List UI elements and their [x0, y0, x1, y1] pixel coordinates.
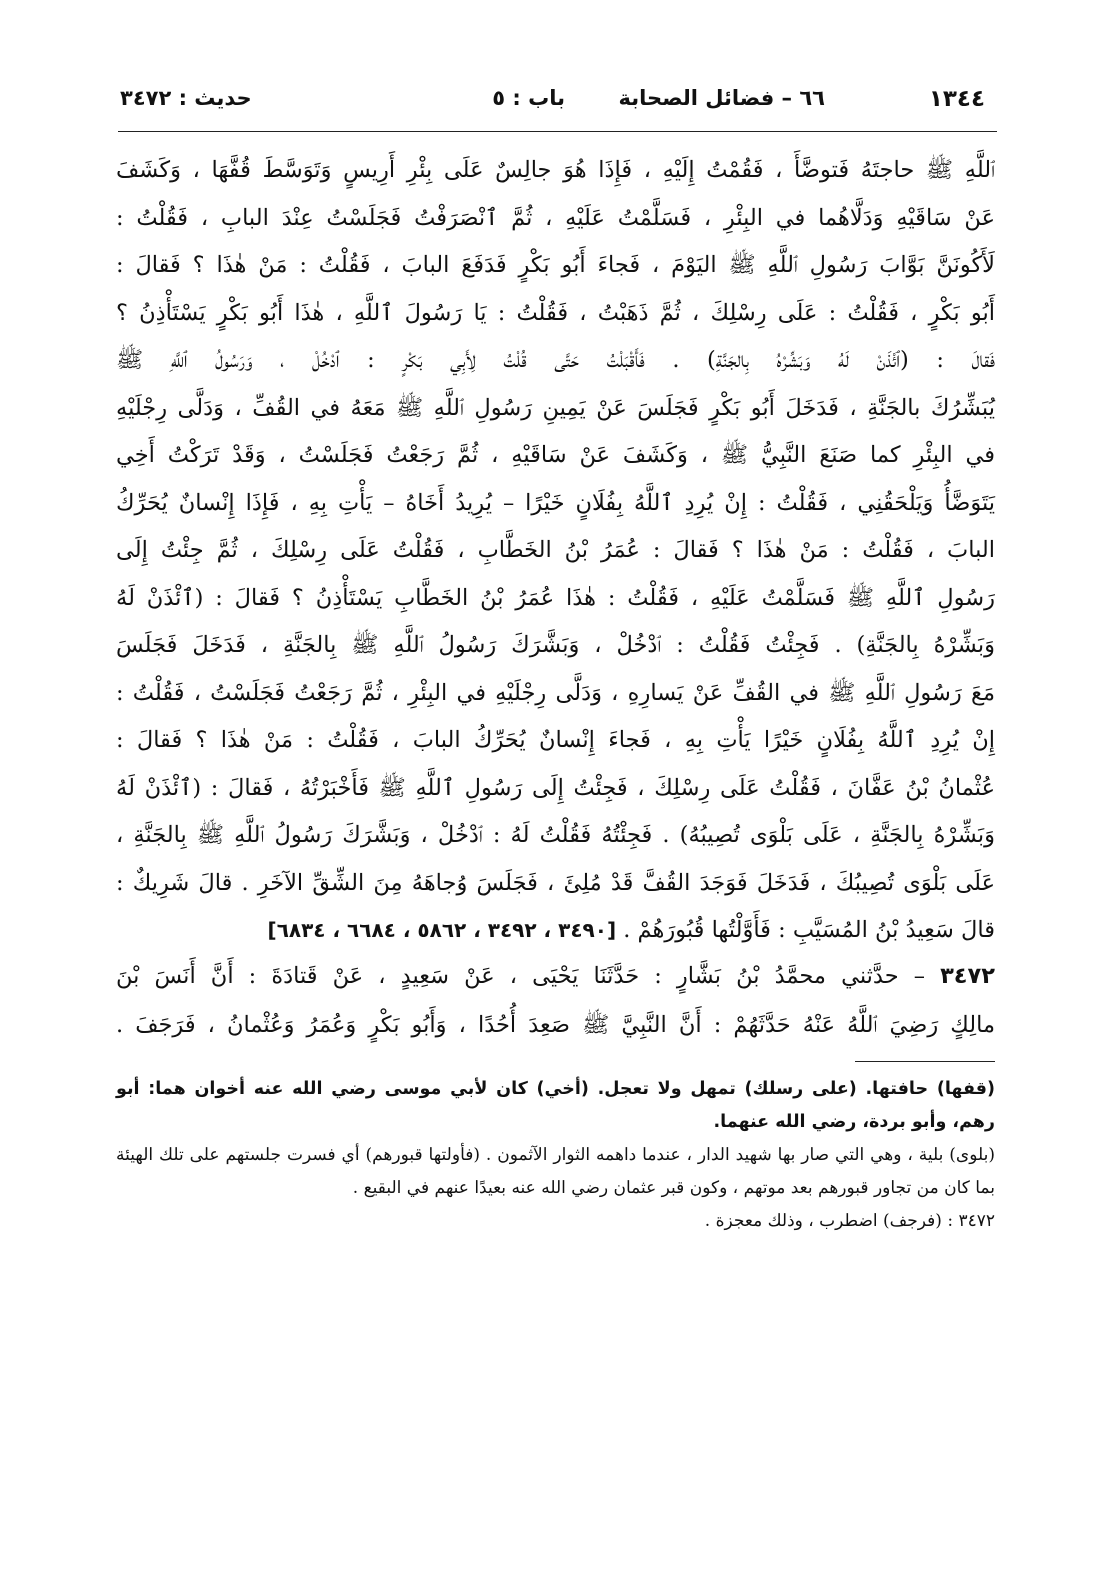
hadith-line-1: – حدَّثني محمَّدُ بْنُ بَشَّارٍ : حَدَّثَنَا يَحْيَى ، عَنْ سَعِيدٍ ، عَنْ قَتادَةَ : أَنَّ أَنَسَ بْنَ	[116, 963, 925, 989]
hadith-number: ٣٤٧٢	[940, 963, 996, 989]
footnote-3472: ٣٤٧٢ : (فرجف) اضطرب ، وذلك معجزة .	[704, 1211, 995, 1231]
closing-sentence: قالَ سَعِيدُ بْنُ المُسَيَّبِ : فَأَوَّلْتُها قُبُورَهُمْ .	[623, 917, 995, 943]
footnotes	[116, 1073, 995, 1238]
footnote-bold: (قفها) حافتها. (على رسلك) تمهل ولا تعجل. (أخي) كان لأبي موسى رضي الله عنه أخوان هما: أبو رهم، وأبو بردة، رضي الله عنهما.	[116, 1079, 995, 1132]
hadith-line-2: مالِكٍ رَضِيَ ٱللَّهُ عَنْهُ حَدَّثَهُمْ : أَنَّ النَّبِيَّ ﷺ صَعِدَ أُحُدًا ، وَأَبُو بَكْرٍ وَعُمَرُ وَعُثْمانُ ، فَرَجَفَ .	[116, 1012, 995, 1038]
page-header	[120, 80, 985, 120]
text-line: فَقالَ : (ٱئْذَنْ لَهُ وَبَشِّرْهُ بِالجَنَّةِ) . فَأَقْبَلْتُ حَتَّى قُلْتُ لِأَبِي بَكْرٍ : ٱدْخُلْ ، وَرَسُولُ ٱللَّهِ ﷺ	[116, 347, 995, 373]
footnote-separator	[855, 1061, 995, 1062]
text-line: إِنْ يُرِدِ ٱللَّهُ بِفُلَانٍ خَيْرًا يَأْتِ بِهِ ، فَجاءَ إِنْسانٌ يُحَرِّكُ البابَ ، فَقُلْتُ : مَنْ هٰذَا ؟ فَقالَ :	[116, 727, 995, 753]
main-text	[116, 147, 995, 955]
text-line-last	[116, 907, 995, 955]
cross-references: [٣٤٩٠ ، ٣٤٩٢ ، ٥٨٦٢ ، ٦٦٨٤ ، ٦٨٣٤]	[267, 918, 617, 942]
hadith-3472-text	[116, 952, 995, 1050]
text-line: لَأَكُونَنَّ بَوَّابَ رَسُولِ ٱللَّهِ ﷺ اليَوْمَ ، فَجاءَ أَبُو بَكْرٍ فَدَفَعَ البابَ ، فَقُلْتُ : مَنْ هٰذَا ؟ فَقالَ :	[116, 252, 995, 278]
text-line: يَتَوَضَّأُ وَيَلْحَقُنِي ، فَقُلْتُ : إِنْ يُرِدِ ٱللَّهُ بِفُلَانٍ خَيْرًا – يُرِيدُ أَخَاهُ – يَأْتِ بِهِ ، فَإِذَا إِنْسانٌ يُحَرِّكُ	[116, 489, 995, 516]
text-line: في البِئْرِ كما صَنَعَ النَّبِيُّ ﷺ ، وَكَشَفَ عَنْ سَاقَيْهِ ، ثُمَّ رَجَعْتُ فَجَلَسْتُ ، وَقَدْ تَرَكْتُ أَخِي	[116, 442, 995, 468]
text-line: البابَ ، فَقُلْتُ : مَنْ هٰذَا ؟ فَقالَ : عُمَرُ بْنُ الخَطَّابِ ، فَقُلْتُ عَلَى رِسْلِكَ ، ثُمَّ جِئْتُ إِلَى	[116, 537, 995, 563]
text-line: مَعَ رَسُولِ ٱللَّهِ ﷺ في القُفِّ عَنْ يَسارِهِ ، وَدَلَّى رِجْلَيْهِ في البِئْرِ ، ثُمَّ رَجَعْتُ فَجَلَسْتُ ، فَقُلْتُ :	[116, 679, 995, 706]
text-line: عَلَى بَلْوَى تُصِيبُكَ ، فَدَخَلَ فَوَجَدَ القُفَّ قَدْ مُلِئَ ، فَجَلَسَ وُجاهَهُ مِنَ الشِّقِّ الآخَرِ . قالَ شَرِيكٌ :	[116, 869, 995, 896]
text-line: وَبَشِّرْهُ بِالجَنَّةِ) . فَجِئْتُ فَقُلْتُ : ٱدْخُلْ ، وَبَشَّرَكَ رَسُولُ ٱللَّهِ ﷺ بِالجَنَّةِ ، فَدَخَلَ فَجَلَسَ	[116, 632, 995, 658]
footnote-plain: (بلوى) بلية ، وهي التي صار بها شهيد الدار ، عندما داهمه الثوار الآثمون . (فأولتها قبورهم) أي فسرت جلستهم على تلك الهيئة بما كان من تجاور قبورهم بعد موتهم ، وكون قبر عثمان رضي الله عنه بعيدًا عنهم في البقيع .	[116, 1145, 995, 1198]
book-title: ٦٦ – فضائل الصحابة	[618, 86, 825, 110]
text-line: رَسُولِ ٱللَّهِ ﷺ فَسَلَّمْتُ عَلَيْهِ ، فَقُلْتُ : هٰذَا عُمَرُ بْنُ الخَطَّابِ يَسْتَأْذِنُ ؟ فَقالَ : (ٱئْذَنْ لَهُ	[116, 584, 995, 611]
text-line: أَبُو بَكْرٍ ، فَقُلْتُ : عَلَى رِسْلِكَ ، ثُمَّ ذَهَبْتُ ، فَقُلْتُ : يَا رَسُولَ ٱللَّهِ ، هٰذَا أَبُو بَكْرٍ يَسْتَأْذِنُ ؟	[116, 299, 995, 326]
text-line: عَنْ سَاقَيْهِ وَدَلَّاهُما في البِئْرِ ، فَسَلَّمْتُ عَلَيْهِ ، ثُمَّ ٱنْصَرَفْتُ فَجَلَسْتُ عِنْدَ البابِ ، فَقُلْتُ :	[116, 204, 995, 231]
text-line: ٱللَّهِ ﷺ حاجتَهُ فَتوضَّأَ ، فَقُمْتُ إِلَيْهِ ، فَإِذَا هُوَ جالِسٌ عَلَى بِئْرِ أَرِيسٍ وَتَوَسَّطَ قُفَّهَا ، وَكَشَفَ	[116, 157, 995, 183]
hadith-label: حديث : ٣٤٧٢	[120, 86, 252, 110]
text-line: وَبَشِّرْهُ بِالجَنَّةِ ، عَلَى بَلْوَى تُصِيبُهُ) . فَجِئْتُهُ فَقُلْتُ لَهُ : ٱدْخُلْ ، وَبَشَّرَكَ رَسُولُ ٱللَّهِ ﷺ بِالجَنَّةِ ،	[116, 822, 995, 848]
chapter-label: باب : ٥	[492, 86, 565, 110]
page-number: ١٣٤٤	[928, 86, 985, 112]
header-rule	[118, 131, 997, 132]
text-line: عُثْمانُ بْنُ عَفَّانَ ، فَقُلْتُ عَلَى رِسْلِكَ ، فَجِئْتُ إِلَى رَسُولِ ٱللَّهِ ﷺ فَأَخْبَرْتُهُ ، فَقالَ : (ٱئْذَنْ لَهُ	[116, 774, 995, 801]
text-line	[116, 952, 995, 1001]
text-line: يُبَشِّرُكَ بالجَنَّةِ ، فَدَخَلَ أَبُو بَكْرٍ فَجَلَسَ عَنْ يَمِينِ رَسُولِ ٱللَّهِ ﷺ مَعَهُ في القُفِّ ، وَدَلَّى رِجْلَيْهِ	[116, 394, 995, 421]
